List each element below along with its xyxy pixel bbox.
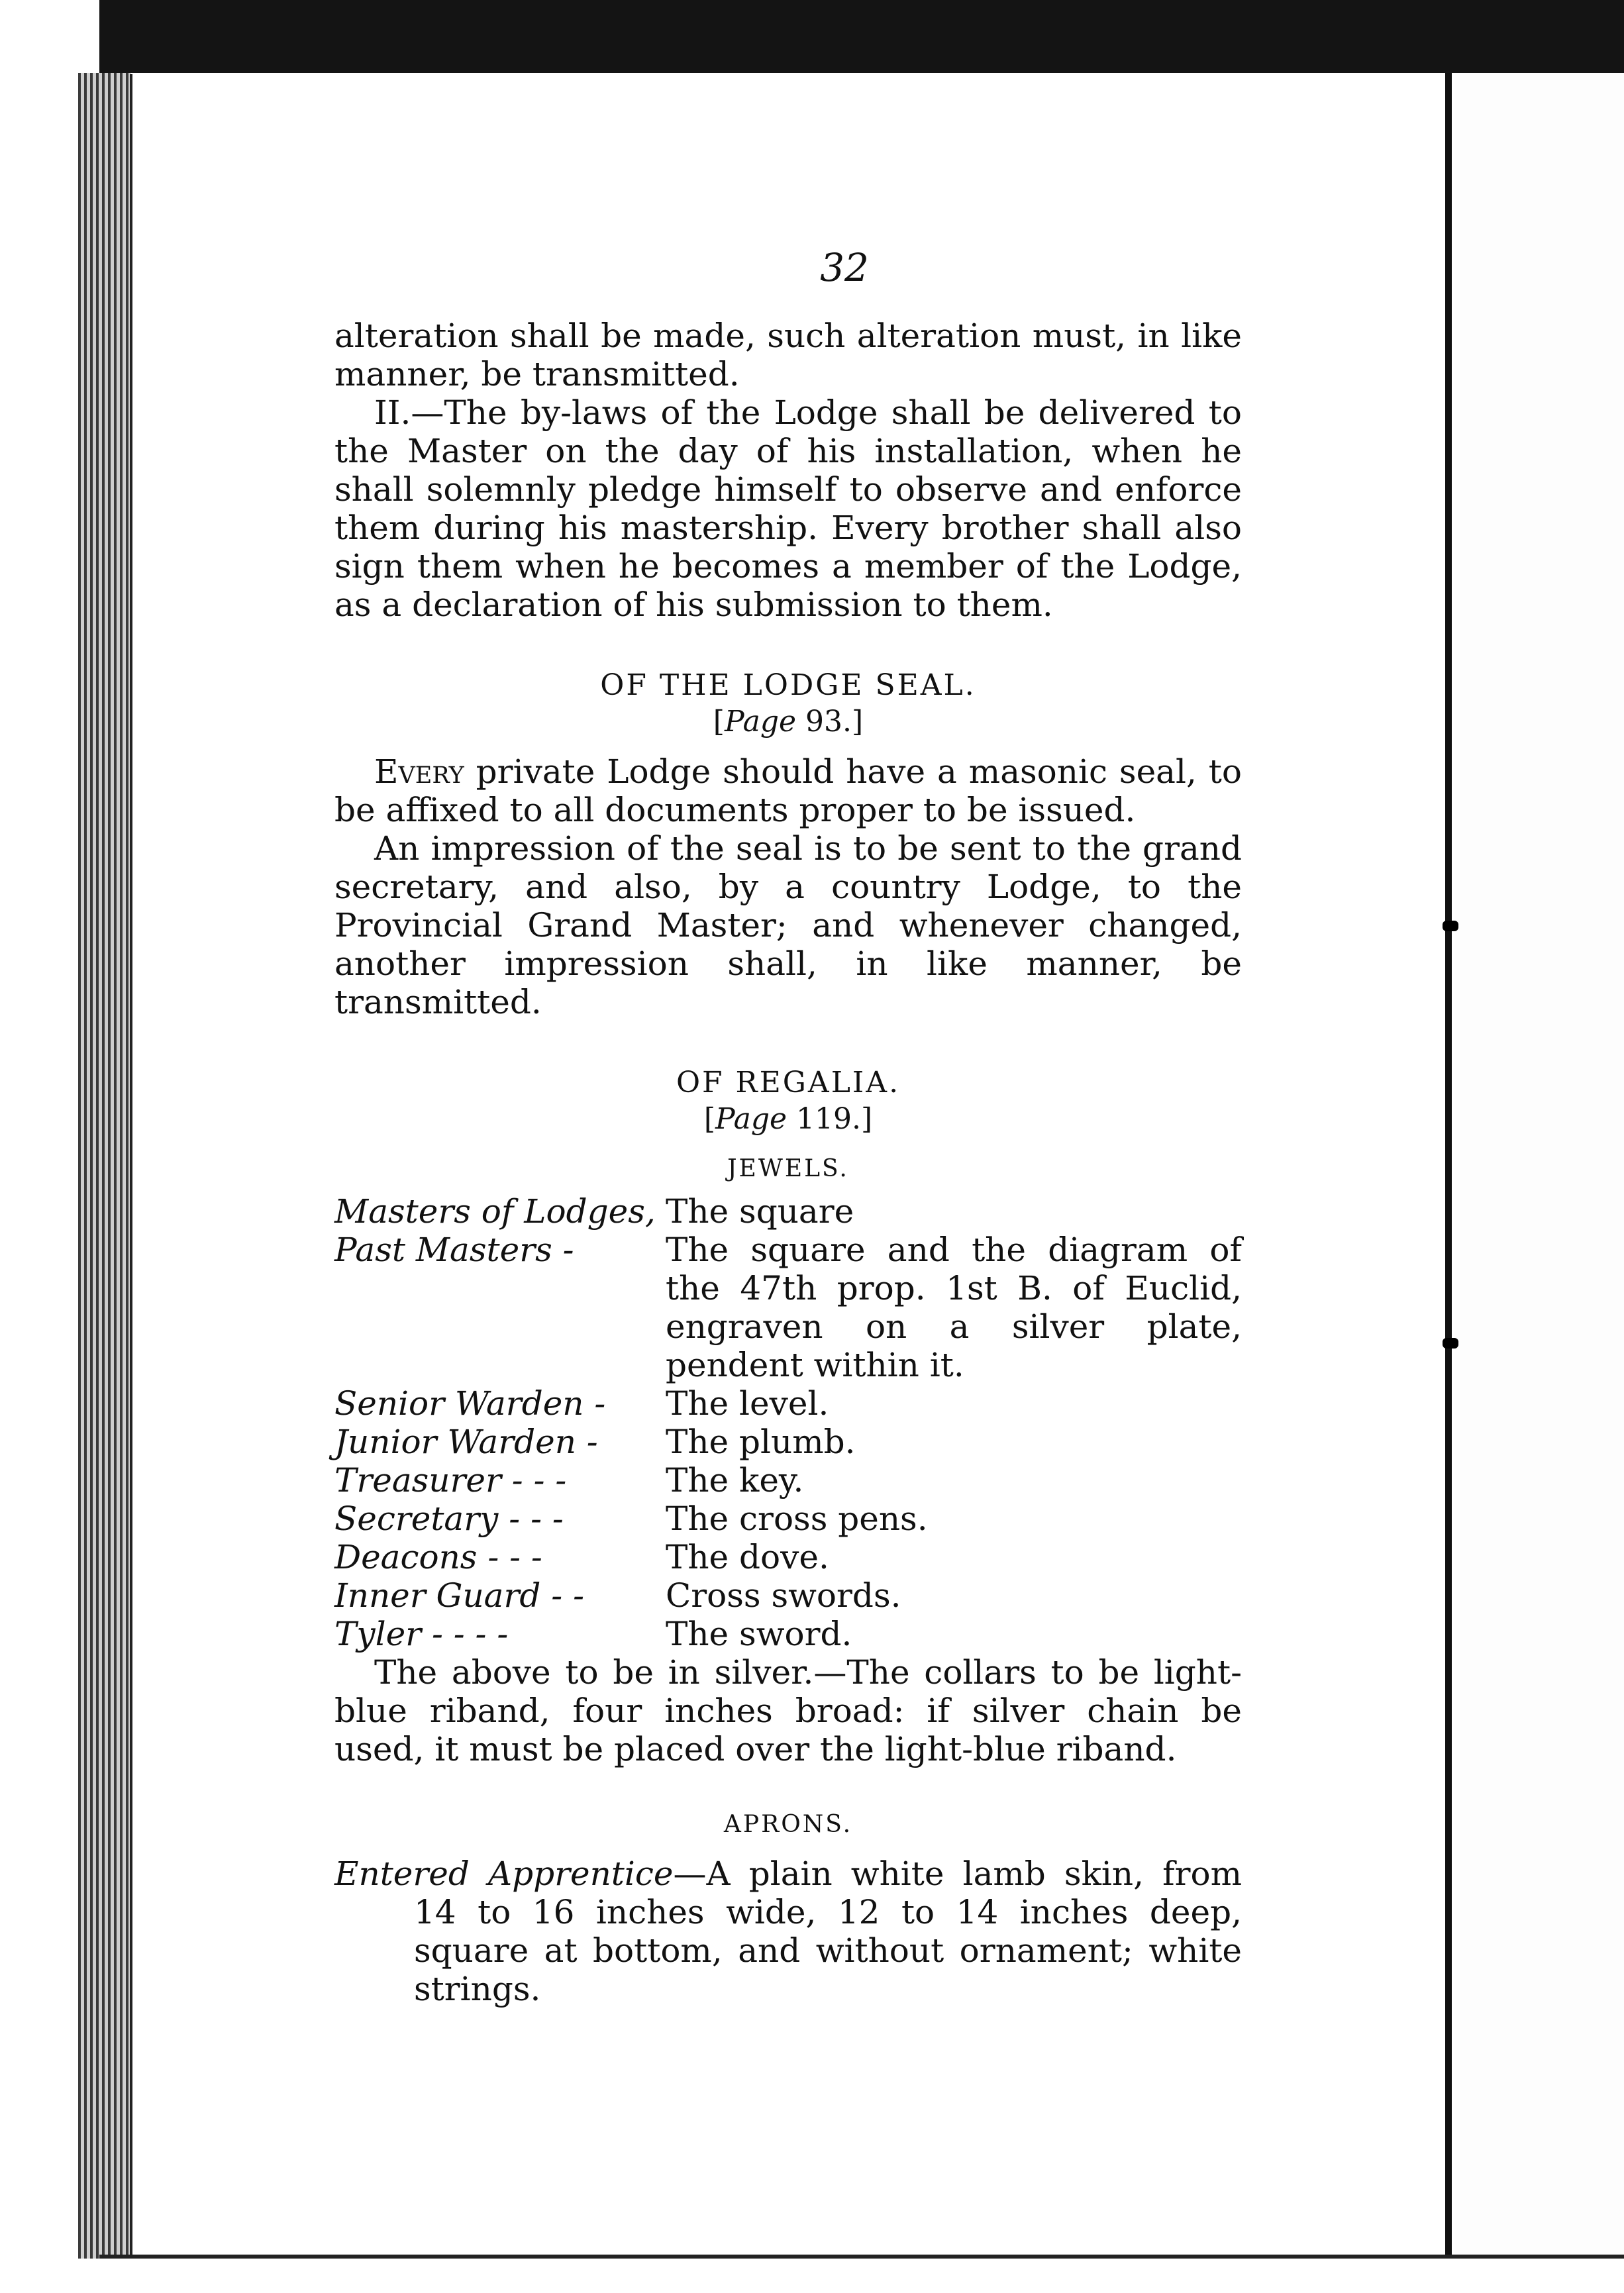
jewel-office: Treasurer - - - bbox=[334, 1461, 567, 1500]
heading-aprons: APRONS. bbox=[723, 1811, 853, 1838]
heading-jewels: JEWELS. bbox=[727, 1155, 849, 1182]
jewel-description: The sword. bbox=[666, 1615, 852, 1653]
jewel-office: Inner Guard - - bbox=[334, 1576, 584, 1615]
jewel-description: Cross swords. bbox=[666, 1576, 901, 1615]
jewel-description: The level. bbox=[666, 1384, 829, 1423]
jewel-row bbox=[334, 1384, 1242, 1423]
page-reference-seal: [Page 93.] bbox=[713, 705, 864, 739]
scan-top-border bbox=[0, 0, 1624, 73]
jewel-row bbox=[334, 1500, 1242, 1538]
paragraph-seal-2: An impression of the seal is to be sent to the grand secretary, and also, by a country Lodge, to the Provincial Grand Master; and whenever changed, another impression shall, in like manner, be transmitted. bbox=[334, 829, 1242, 1021]
jewel-row bbox=[334, 1538, 1242, 1576]
jewel-description: The square and the diagram of the 47th prop. 1st B. of Euclid, engraven on a silver plate, pendent within it. bbox=[666, 1231, 1242, 1384]
page-bottom-edge bbox=[99, 2255, 1624, 2293]
jewel-row bbox=[334, 1461, 1242, 1500]
jewel-row bbox=[334, 1423, 1242, 1461]
paragraph-silver-note: The above to be in silver.—The collars to be light-blue riband, four inches broad: if silver chain be used, it must be placed over the light-blue riband. bbox=[334, 1653, 1242, 1768]
jewel-office: Senior Warden - bbox=[334, 1384, 606, 1423]
jewel-office: Masters of Lodges, bbox=[334, 1192, 656, 1231]
heading-regalia: OF REGALIA. bbox=[676, 1066, 901, 1099]
paragraph-bylaws: II.—The by-laws of the Lodge shall be delivered to the Master on the day of his installation, when he shall solemnly pledge himself to observe and enforce them during his mastership. Every brother shall also sign them when he becomes a member of the Lodge, as a declaration of his submission to them. bbox=[334, 393, 1242, 624]
jewel-office: Deacons - - - bbox=[334, 1538, 542, 1576]
jewel-office: Past Masters - bbox=[334, 1231, 574, 1269]
page-text bbox=[334, 245, 1242, 2008]
page-edges bbox=[78, 73, 131, 2259]
jewel-row bbox=[334, 1615, 1242, 1653]
paragraph-continuation: alteration shall be made, such alteration must, in like manner, be transmitted. bbox=[334, 317, 1242, 393]
jewel-description: The plumb. bbox=[666, 1423, 856, 1461]
paragraph-apron: Entered Apprentice—A plain white lamb skin, from 14 to 16 inches wide, 12 to 14 inches deep, square at bottom, and without ornament; white strings. bbox=[334, 1855, 1242, 2008]
jewel-office: Tyler - - - - bbox=[334, 1615, 509, 1653]
jewel-description: The key. bbox=[666, 1461, 804, 1500]
jewel-description: The cross pens. bbox=[666, 1500, 928, 1538]
jewel-office: Junior Warden - bbox=[334, 1423, 598, 1461]
jewel-office: Secretary - - - bbox=[334, 1500, 564, 1538]
binding-thread-mark bbox=[1443, 1338, 1458, 1349]
drop-word: Every bbox=[374, 752, 464, 791]
book-gutter bbox=[1445, 73, 1452, 2259]
jewel-description: The dove. bbox=[666, 1538, 829, 1576]
paragraph-seal-1: Every private Lodge should have a masonic seal, to be affixed to all documents proper to be issued. bbox=[334, 752, 1242, 829]
page-number: 32 bbox=[820, 245, 869, 290]
heading-lodge-seal: OF THE LODGE SEAL. bbox=[600, 668, 976, 702]
jewel-row bbox=[334, 1231, 1242, 1384]
jewel-row bbox=[334, 1576, 1242, 1615]
binding-thread-mark bbox=[1443, 921, 1458, 931]
jewels-table bbox=[334, 1192, 1242, 1653]
jewel-row bbox=[334, 1192, 1242, 1231]
facing-page bbox=[1454, 73, 1624, 2259]
apron-term: Entered Apprentice bbox=[334, 1855, 674, 1893]
jewel-description: The square bbox=[666, 1192, 854, 1231]
page-reference-regalia: [Page 119.] bbox=[703, 1102, 873, 1136]
